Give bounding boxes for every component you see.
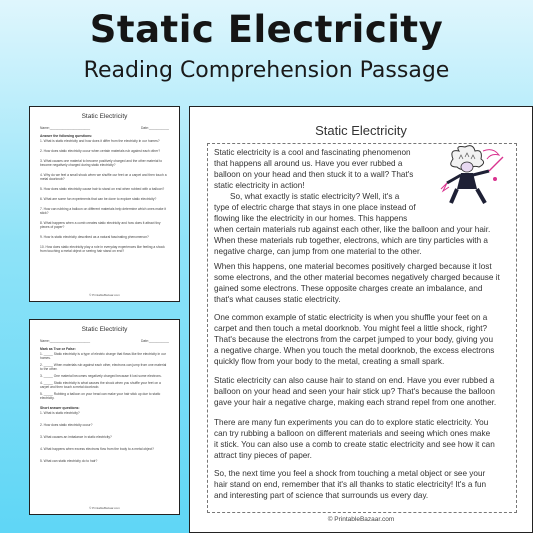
question-item: 7. How can rubbing a balloon on different materials help determine which ones make it stick? [40,207,167,215]
text-line: balloon on your head and seen your hair stick up? That's because the balloon [214,387,495,396]
paragraph-4 [214,312,494,367]
question-item: 5. How does static electricity cause hair to stand on end when rubbed with a balloon? [40,187,165,191]
question-item: 10. How does static electricity play a role in everyday experiences like feeling a shock from touching a metal object or seeing hair stand on end? [40,245,165,253]
name-date-row [40,126,169,130]
text-line: When these materials rub together, electrons, which are tiny particles with a [214,236,488,245]
question-item: 3. What causes an imbalance in static electricity? [40,435,112,439]
questions-sheet-thumbnail [29,106,180,302]
text-line: negative charge, can jump from one material to the other. [214,247,422,256]
passage-sheet [189,106,533,533]
section-heading: Short answer questions: [40,406,80,410]
question-item: 8. What happens when a comb creates static electricity and how does it attract tiny pieces of paper? [40,221,161,229]
question-item: 4. Why do we feel a small shock when we shuffle our feet on a carpet and then touch a metal doorknob? [40,173,167,181]
question-item: 5. What can static electricity do to hair? [40,459,98,463]
text-line: So, the next time you feel a shock from touching a metal object or see your [214,469,486,478]
text-line: That's because the electrons from the carpet jumped to your body, giving you [214,335,494,344]
question-item: 4. What happens when excess electrons flow from the body to a metal object? [40,447,154,451]
date-label: Date:___________ [140,339,169,343]
question-item: 1. What is static electricity? [40,411,80,415]
name-label: Name:______________________ [40,339,91,343]
date-label: Date:___________ [140,126,169,130]
paragraph-6 [214,417,495,461]
passage-title: Static Electricity [315,123,407,138]
product-title: Static Electricity [89,8,444,51]
text-line: type of electric charge that stays in one place instead of [214,203,416,212]
question-item: 2. How does static electricity occur when certain materials rub against each other? [40,149,161,153]
statement-item: 2. _____ When materials rub against each other, electrons can jump from one material to the other. [40,363,167,371]
text-line: Static electricity is a cool and fascinating phenomenon [214,148,411,157]
text-line: One common example of static electricity is when you shuffle your feet on a [214,313,488,322]
true-false-sheet-thumbnail [29,319,180,515]
text-line: that's what causes static electricity. [214,295,341,304]
text-line: gave your hair a negative charge, making each strand repel from one another. [214,398,497,407]
text-line: quickly flow from your body to the metal, creating a small spark. [214,357,445,366]
sheet-title: Static Electricity [81,326,128,333]
question-item: 2. How does static electricity occur? [40,423,93,427]
text-line: attract tiny pieces of paper. [214,451,312,460]
statement-item: 4. _____ Static electricity is what causes the shock when you shuffle your feet on a carpet and then touch a metal doorknob. [40,381,161,389]
paragraph-5 [214,375,496,408]
name-date-row [40,339,169,343]
text-line: balloon on your head and then stuck it to a wall? That's [214,170,414,179]
text-line: a negative charge. When you touch the metal doorknob, the excess electrons [214,346,495,355]
statement-item: 5. _____ Rubbing a balloon on your head can make your hair stick up due to static electricity. [40,392,161,400]
text-line: There are many fun experiments you can do to explore static electricity. You [214,418,489,427]
text-line: carpet and then touch a metal doorknob. You might feel a little shock, right? [214,324,488,333]
question-item: 9. How is static electricity described as a natural fascinating phenomenon? [40,235,149,239]
question-item: 3. What causes one material to become positively charged and the other material to become negatively charged during static electricity? [40,159,163,167]
name-label: Name:______________________ [40,126,91,130]
statement-item: 3. _____ One material becomes negatively charged because it lost some electrons. [40,374,162,378]
sheet-footer: © PrintableBazaar.com [89,506,120,510]
text-line: static electricity in action! [214,181,305,190]
text-line: When this happens, one material becomes positively charged because it lost [214,262,492,271]
paragraph-2 [214,191,490,257]
text-line: some electrons, and the other material becomes negatively charged because it [214,273,500,282]
paragraph-1 [214,147,413,191]
text-line: Static electricity can also cause hair to stand on end. Have you ever rubbed a [214,376,495,385]
question-item: 6. What are some fun experiments that can be done to explore static electricity? [40,197,157,201]
text-line: So, what exactly is static electricity? Well, it's a [230,192,400,201]
paragraph-7 [214,468,486,501]
paragraph-3 [214,261,500,305]
sheet-footer: © PrintableBazaar.com [89,293,120,297]
statement-item: 1. _____ Static electricity is a type of electric charge that flows like the electricity in our homes. [40,352,166,360]
text-line: that happens all around us. Have you ever rubbed a [214,159,403,168]
question-item: 1. What is static electricity and how does it differ from the electricity in our homes? [40,139,160,143]
sheet-title: Static Electricity [81,113,128,120]
text-line: flowing like the electricity in our homes. This happens [214,214,408,223]
product-subtitle: Reading Comprehension Passage [83,58,450,83]
text-line: when certain materials rub against each other, like the balloon and your hair. [214,225,491,234]
text-line: hair stand on end, remember that it's all thanks to static electricity! It's a fun [214,480,487,489]
text-line: can try rubbing a balloon on different materials and seeing which ones make [214,429,491,438]
passage-footer: © PrintableBazaar.com [327,516,395,523]
text-line: gained some electrons. These opposite charges create an imbalance, and [214,284,483,293]
text-line: it stick. You can also use a comb to create static electricity and see how it can [214,440,495,449]
section-heading: Mark as True or False: [40,347,76,351]
section-heading: Answer the following questions: [40,134,93,138]
text-line: and interesting part of science that surrounds us every day. [214,491,429,500]
